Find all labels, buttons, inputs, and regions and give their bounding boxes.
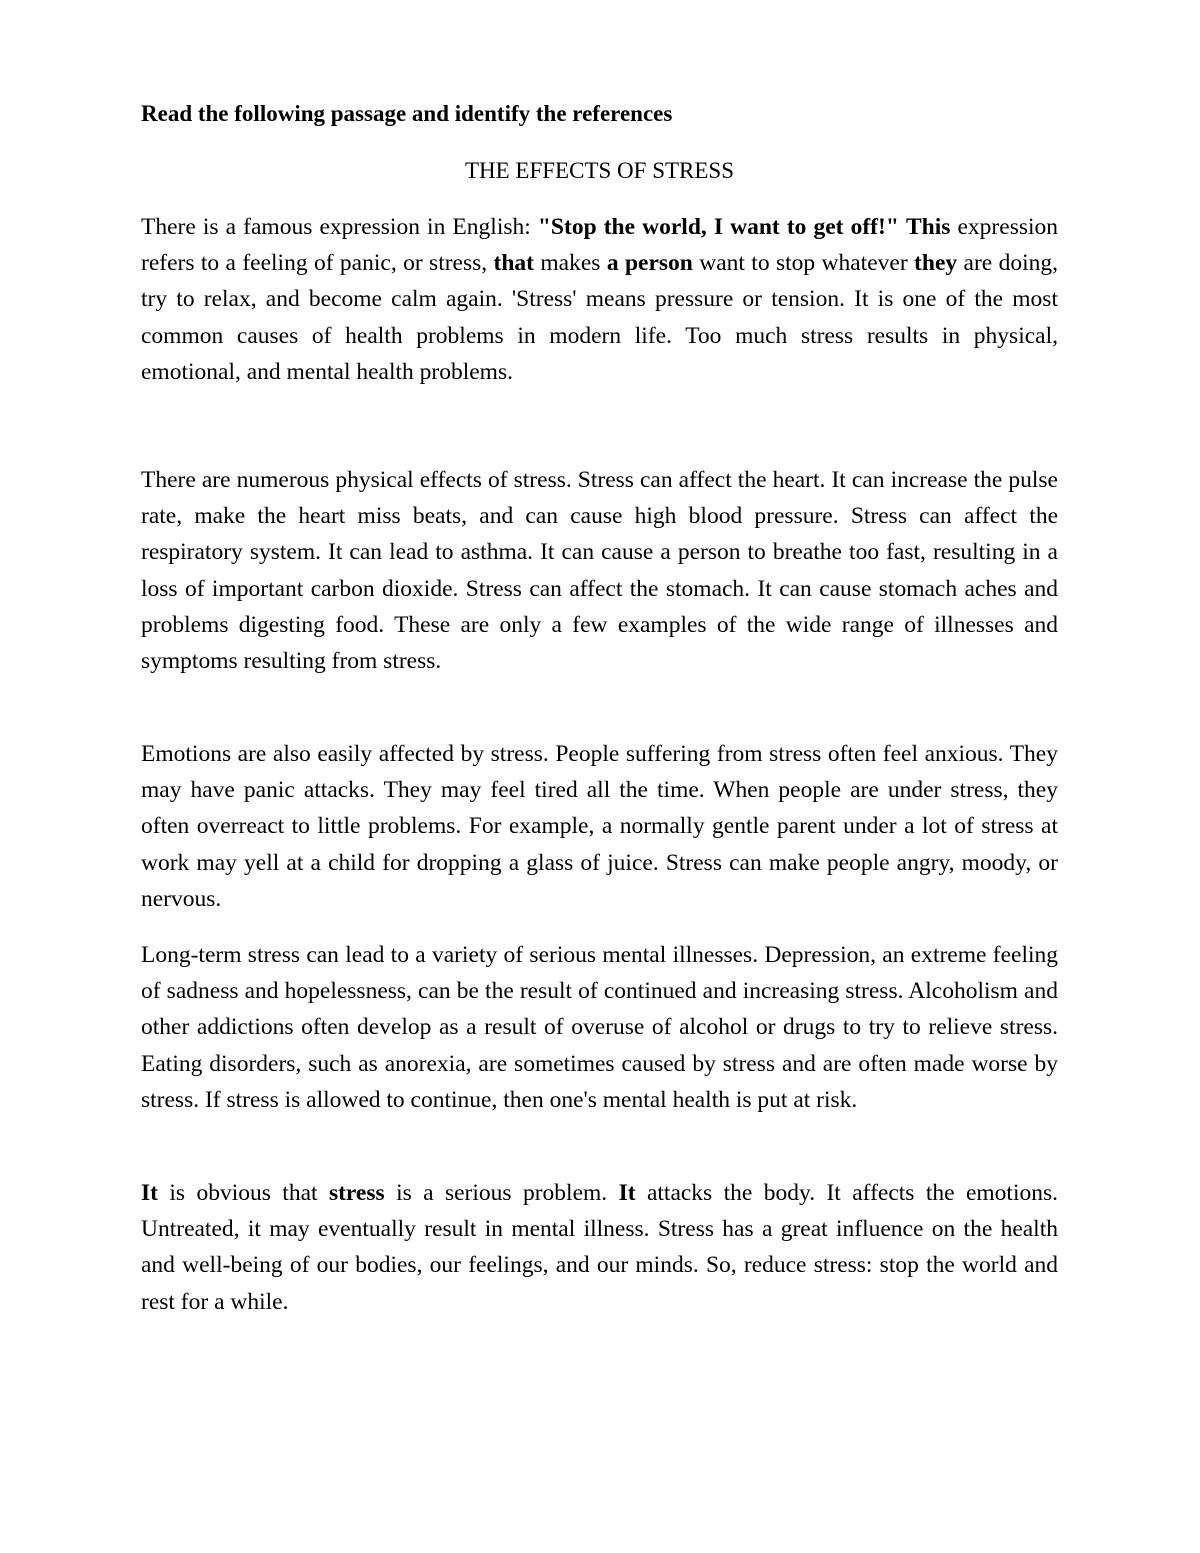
paragraph-text: There is a famous expression in English: bbox=[141, 214, 538, 240]
bold-reference-a-person: a person bbox=[606, 250, 693, 277]
paragraph-text: expression refers to a feeling of panic, or stress, bbox=[141, 214, 1059, 277]
bold-reference-that: that bbox=[493, 250, 535, 277]
bold-quote: "Stop the world, I want to get off!" bbox=[537, 214, 899, 240]
bold-reference-stress: stress bbox=[328, 1180, 385, 1206]
paragraph-mental-effects: Long-term stress can lead to a variety of serious mental illnesses. Depression, an extreme feeling of sadness and hopelessness, can be the result of continued and increasing stress. Alcoholism and other addictions often develop as a result of overuse of alcohol or drugs to try to relieve stress. Eating disorders, such as anorexia, are sometimes caused by stress and are often made worse by stress. If stress is allowed to continue, then one's mental health is put at risk. bbox=[141, 942, 1058, 1113]
bold-reference-it: It bbox=[618, 1180, 636, 1206]
paragraph-intro bbox=[141, 209, 1058, 390]
paragraph-text: are doing, try to relax, and become calm again. 'Stress' means pressure or tension. It is one of the most common causes of health problems in modern life. Too much stress results in physical, emotional, and mental health problems. bbox=[141, 250, 1058, 385]
bold-reference-they: they bbox=[914, 250, 958, 277]
paragraph-text: want to stop whatever bbox=[692, 250, 915, 277]
paragraph-physical-effects: There are numerous physical effects of stress. Stress can affect the heart. It can increase the pulse rate, make the heart miss beats, and can cause high blood pressure. Stress can affect the respiratory system. It can lead to asthma. It can cause a person to breathe too fast, resulting in a loss of important carbon dioxide. Stress can affect the stomach. It can cause stomach aches and problems digesting food. These are only a few examples of the wide range of illnesses and symptoms resulting from stress. bbox=[141, 467, 1058, 675]
paragraph-text: makes bbox=[534, 250, 607, 277]
passage-title: THE EFFECTS OF STRESS bbox=[464, 158, 735, 183]
instruction-heading: Read the following passage and identify the references bbox=[141, 101, 673, 126]
paragraph-text bbox=[899, 214, 906, 240]
paragraph-emotional-effects: Emotions are also easily affected by stress. People suffering from stress often feel anxious. They may have panic attacks. They may feel tired all the time. When people are under stress, they often overreact to little problems. For example, a normally gentle parent under a lot of stress at work may yell at a child for dropping a glass of juice. Stress can make people angry, moody, or nervous. bbox=[141, 741, 1058, 912]
paragraph-text: is a serious problem. bbox=[384, 1180, 619, 1206]
paragraph-conclusion bbox=[141, 1175, 1058, 1320]
paragraph-text: attacks the body. It affects the emotions. Untreated, it may eventually result in mental illness. Stress has a great influence on the health and well-being of our bodies, our feelings, and our minds. So, reduce stress: stop the world and rest for a while. bbox=[141, 1180, 1058, 1315]
bold-reference-it: It bbox=[141, 1180, 158, 1206]
paragraph-text: is obvious that bbox=[157, 1180, 329, 1206]
bold-reference-this: This bbox=[905, 214, 951, 240]
